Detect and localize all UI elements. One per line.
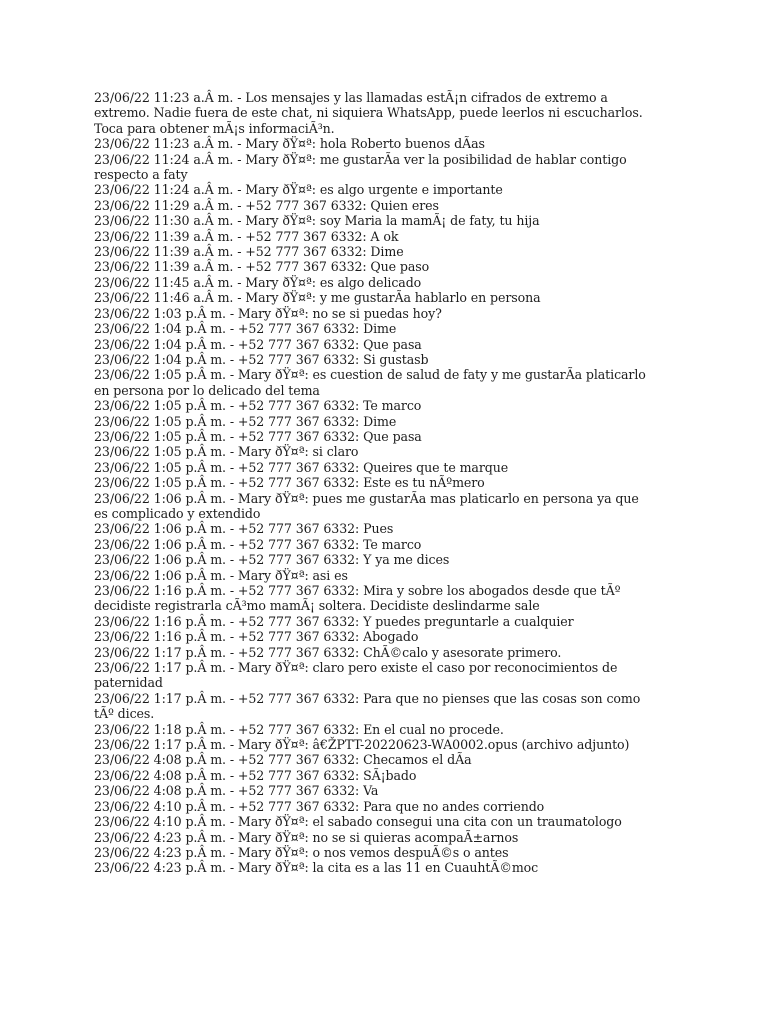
chat-line: 23/06/22 1:16 p.Â m. - +52 777 367 6332: Mira y sobre los abogados desde que tÃº decidiste registrarla cÃ³mo mamÃ¡ soltera. Decidiste deslindarme sale: [94, 583, 625, 614]
chat-line: 23/06/22 1:06 p.Â m. - +52 777 367 6332: Y ya me dices: [94, 552, 450, 568]
chat-line: 23/06/22 11:24 a.Â m. - Mary ðŸ¤ª: es algo urgente e importante: [94, 182, 503, 198]
chat-line: 23/06/22 11:23 a.Â m. - Mary ðŸ¤ª: hola Roberto buenos dÃas: [94, 136, 485, 152]
chat-line: 23/06/22 4:23 p.Â m. - Mary ðŸ¤ª: o nos vemos despuÃ©s o antes: [94, 844, 509, 860]
chat-line: 23/06/22 1:05 p.Â m. - +52 777 367 6332: Te marco: [94, 398, 422, 414]
chat-line: 23/06/22 1:05 p.Â m. - +52 777 367 6332: Dime: [94, 413, 397, 429]
chat-line: 23/06/22 11:29 a.Â m. - +52 777 367 6332: Quien eres: [94, 197, 439, 213]
chat-line: 23/06/22 11:23 a.Â m. - Los mensajes y las llamadas estÃ¡n cifrados de extremo a extremo. Nadie fuera de este chat, ni siquiera WhatsApp, puede leerlos ni escucharlos. Toca para obtener mÃ¡s informaciÃ³n.: [94, 90, 647, 136]
chat-export-text: [94, 90, 654, 876]
chat-line: 23/06/22 11:39 a.Â m. - +52 777 367 6332: Dime: [94, 244, 404, 260]
chat-line: 23/06/22 1:16 p.Â m. - +52 777 367 6332: Y puedes preguntarle a cualquier: [94, 613, 574, 629]
chat-line: 23/06/22 4:10 p.Â m. - +52 777 367 6332: Para que no andes corriendo: [94, 798, 545, 814]
chat-line: 23/06/22 4:08 p.Â m. - +52 777 367 6332: Checamos el dÃa: [94, 752, 472, 768]
chat-line: 23/06/22 1:04 p.Â m. - +52 777 367 6332: Que pasa: [94, 336, 422, 352]
chat-line: 23/06/22 1:03 p.Â m. - Mary ðŸ¤ª: no se si puedas hoy?: [94, 305, 442, 321]
chat-line: 23/06/22 4:08 p.Â m. - +52 777 367 6332: SÃ¡bado: [94, 767, 417, 783]
chat-line: 23/06/22 11:39 a.Â m. - +52 777 367 6332: A ok: [94, 228, 399, 244]
chat-line: 23/06/22 1:05 p.Â m. - +52 777 367 6332: Este es tu nÃºmero: [94, 475, 485, 491]
chat-line: 23/06/22 4:23 p.Â m. - Mary ðŸ¤ª: la cita es a las 11 en CuauhtÃ©moc: [94, 860, 539, 876]
chat-line: 23/06/22 11:45 a.Â m. - Mary ðŸ¤ª: es algo delicado: [94, 274, 422, 290]
chat-line: 23/06/22 1:17 p.Â m. - Mary ðŸ¤ª: â€ŽPTT-20220623-WA0002.opus (archivo adjunto): [94, 737, 630, 753]
chat-line: 23/06/22 4:10 p.Â m. - Mary ðŸ¤ª: el sabado consegui una cita con un traumatologo: [94, 814, 622, 830]
chat-line: 23/06/22 1:18 p.Â m. - +52 777 367 6332: En el cual no procede.: [94, 721, 504, 737]
chat-line: 23/06/22 11:39 a.Â m. - +52 777 367 6332: Que paso: [94, 259, 430, 275]
chat-line: 23/06/22 1:05 p.Â m. - +52 777 367 6332: Que pasa: [94, 428, 422, 444]
chat-line: 23/06/22 1:05 p.Â m. - +52 777 367 6332: Queires que te marque: [94, 459, 509, 475]
chat-line: 23/06/22 1:17 p.Â m. - +52 777 367 6332: ChÃ©calo y asesorate primero.: [94, 644, 562, 660]
chat-line: 23/06/22 11:24 a.Â m. - Mary ðŸ¤ª: me gustarÃa ver la posibilidad de hablar contigo respecto a faty: [94, 151, 631, 183]
chat-line: 23/06/22 1:05 p.Â m. - Mary ðŸ¤ª: es cuestion de salud de faty y me gustarÃa platicarlo en persona por lo delicado del tema: [94, 367, 650, 398]
chat-line: 23/06/22 1:06 p.Â m. - Mary ðŸ¤ª: asi es: [94, 567, 348, 583]
chat-line: 23/06/22 1:04 p.Â m. - +52 777 367 6332: Dime: [94, 321, 397, 337]
chat-line: 23/06/22 1:06 p.Â m. - Mary ðŸ¤ª: pues me gustarÃa mas platicarlo en persona ya que es complicado y extendido: [94, 490, 643, 521]
chat-line: 23/06/22 11:30 a.Â m. - Mary ðŸ¤ª: soy Maria la mamÃ¡ de faty, tu hija: [94, 213, 540, 229]
chat-line: 23/06/22 11:46 a.Â m. - Mary ðŸ¤ª: y me gustarÃa hablarlo en persona: [94, 290, 541, 306]
chat-line: 23/06/22 1:04 p.Â m. - +52 777 367 6332: Si gustasb: [94, 351, 429, 367]
chat-line: 23/06/22 4:08 p.Â m. - +52 777 367 6332: Va: [94, 783, 379, 799]
chat-line: 23/06/22 1:16 p.Â m. - +52 777 367 6332: Abogado: [94, 629, 419, 645]
chat-line: 23/06/22 1:17 p.Â m. - Mary ðŸ¤ª: claro pero existe el caso por reconocimientos de paternidad: [94, 660, 622, 691]
chat-line: 23/06/22 1:06 p.Â m. - +52 777 367 6332: Pues: [94, 521, 394, 537]
chat-line: 23/06/22 1:06 p.Â m. - +52 777 367 6332: Te marco: [94, 536, 422, 552]
chat-line: 23/06/22 4:23 p.Â m. - Mary ðŸ¤ª: no se si quieras acompaÃ±arnos: [94, 829, 519, 845]
chat-line: 23/06/22 1:05 p.Â m. - Mary ðŸ¤ª: si claro: [94, 444, 359, 460]
chat-line: 23/06/22 1:17 p.Â m. - +52 777 367 6332: Para que no pienses que las cosas son como tÃº dices.: [94, 690, 645, 722]
